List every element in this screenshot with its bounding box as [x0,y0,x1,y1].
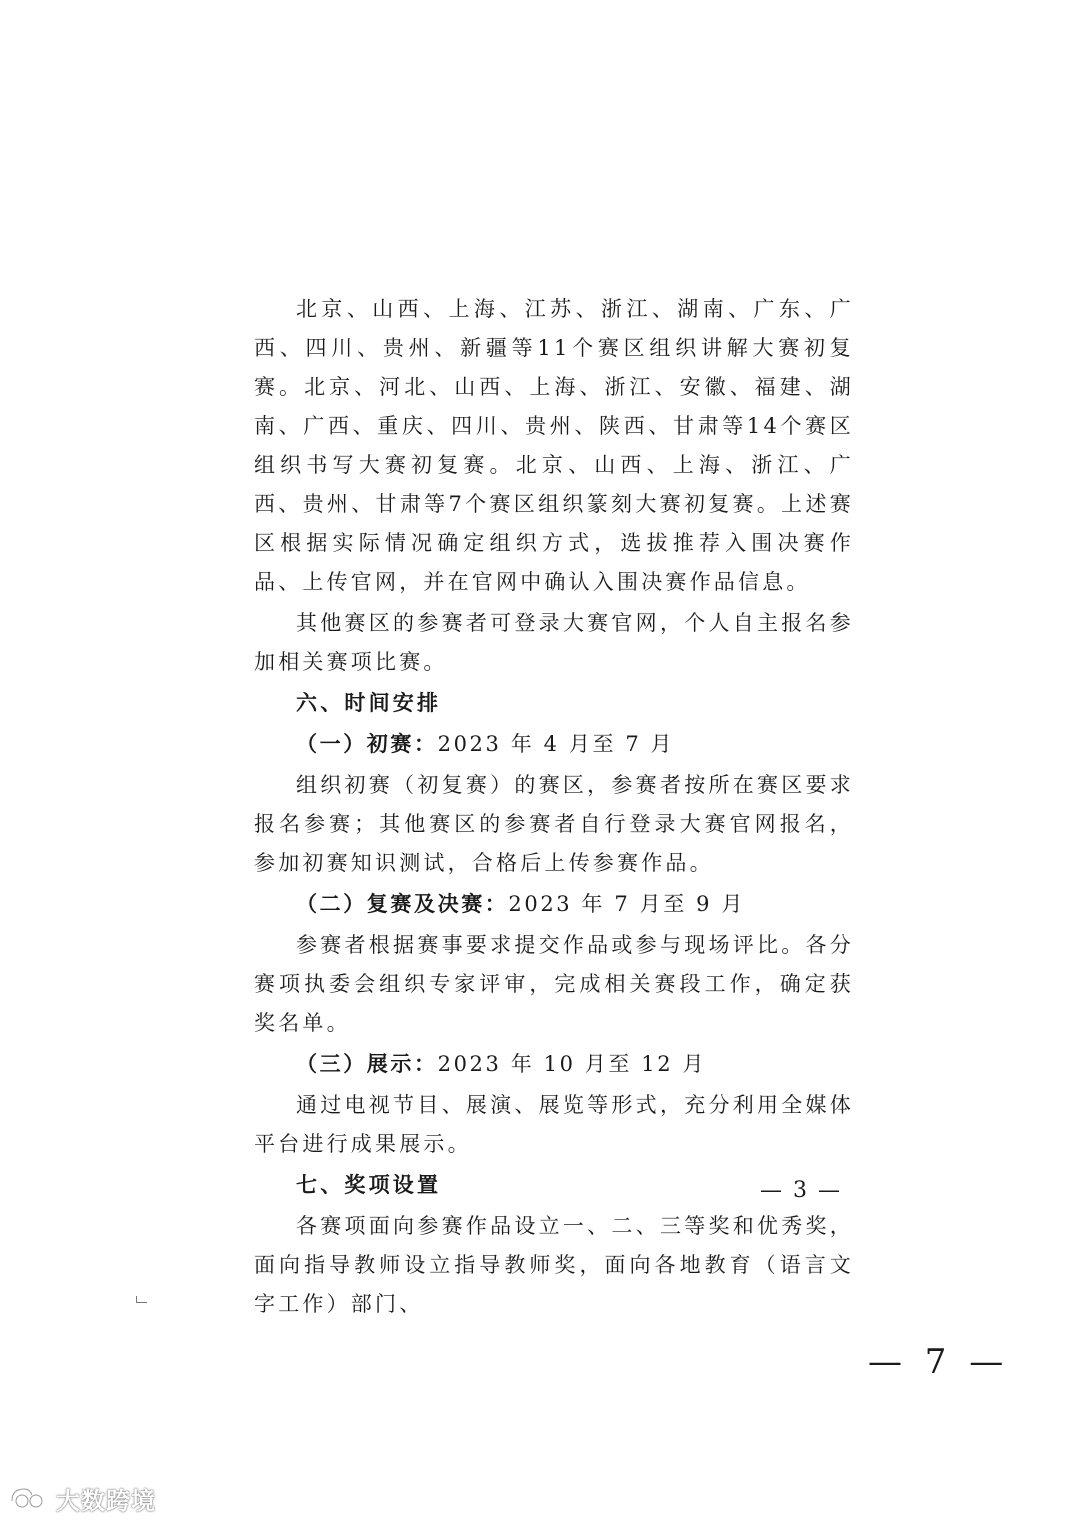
outer-page-number: — 7 — [868,1342,1010,1382]
subheading-value: 2023 年 4 月至 7 月 [437,732,675,756]
subheading-exhibition [254,1045,854,1084]
paragraph-exhibition: 通过电视节目、展演、展览等形式，充分利用全媒体平台进行成果展示。 [254,1093,854,1156]
subheading-preliminary [254,725,854,764]
subheading-value: 2023 年 7 月至 9 月 [508,892,745,916]
inner-page-number: — 3 — [760,1178,842,1203]
subheading-label: （一）初赛： [296,732,438,756]
paragraph-preliminary: 组织初赛（初复赛）的赛区，参赛者按所在赛区要求报名参赛；其他赛区的参赛者自行登录大赛官网报名，参加初赛知识测试，合格后上传参赛作品。 [254,773,854,875]
subheading-semifinal-final [254,885,854,924]
section-heading-awards: 七、奖项设置 [296,1173,442,1197]
watermark [8,1478,156,1518]
subheading-label: （三）展示： [296,1052,438,1076]
subheading-value: 2023 年 10 月至 12 月 [437,1052,707,1076]
body-text [254,290,854,1326]
paragraph-regions: 北京、山西、上海、江苏、浙江、湖南、广东、广西、四川、贵州、新疆等11个赛区组织讲解大赛初复赛。北京、河北、山西、上海、浙江、安徽、福建、湖南、广西、重庆、四川、贵州、陕西、甘肃等14个赛区组织书写大赛初复赛。北京、山西、上海、浙江、广西、贵州、甘肃等7个赛区组织篆刻大赛初复赛。上述赛区根据实际情况确定组织方式，选拔推荐入围决赛作品、上传官网，并在官网中确认入围决赛作品信息。 [254,297,854,594]
paragraph-other-regions: 其他赛区的参赛者可登录大赛官网，个人自主报名参加相关赛项比赛。 [254,611,854,674]
brand-logo-icon [8,1483,48,1513]
subheading-label: （二）复赛及决赛： [296,892,509,916]
paragraph-awards: 各赛项面向参赛作品设立一、二、三等奖和优秀奖，面向指导教师设立指导教师奖，面向各地教育（语言文字工作）部门、 [254,1214,854,1316]
section-heading-schedule: 六、时间安排 [296,691,442,715]
paragraph-semifinal-final: 参赛者根据赛事要求提交作品或参与现场评比。各分赛项执委会组织专家评审，完成相关赛段工作，确定获奖名单。 [254,933,854,1035]
scan-mark [136,1296,147,1303]
watermark-text: 大数跨境 [56,1486,156,1515]
